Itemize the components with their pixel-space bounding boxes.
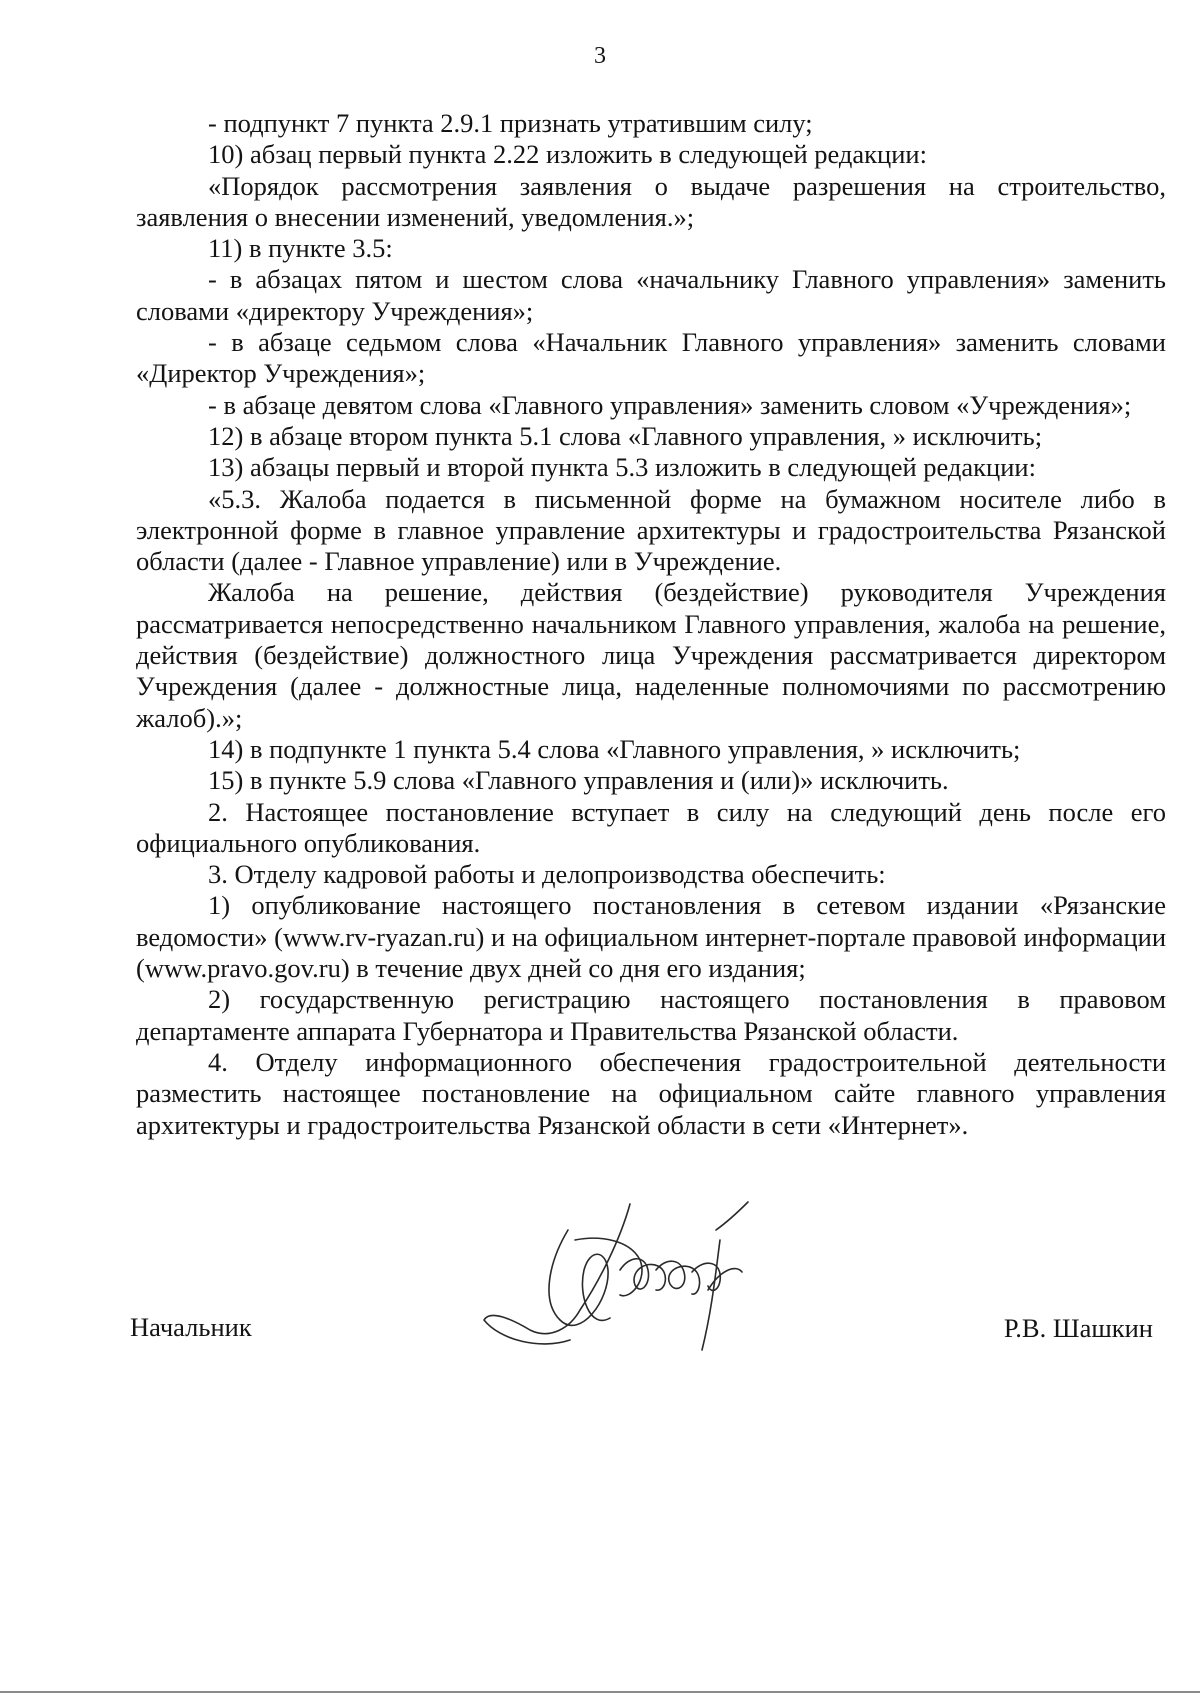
paragraph: 13) абзацы первый и второй пункта 5.3 изложить в следующей редакции: bbox=[208, 452, 1036, 483]
paragraph: 2) государственную регистрацию настоящего постановления в правовом департаменте аппарата Губернатора и Правительства Рязанской области. bbox=[136, 984, 1166, 1046]
paragraph: 12) в абзаце втором пункта 5.1 слова «Главного управления, » исключить; bbox=[208, 420, 1043, 451]
page-number: 3 bbox=[594, 43, 606, 69]
signer-position: Начальник bbox=[130, 1312, 252, 1342]
handwritten-signature bbox=[480, 1200, 820, 1360]
paragraph: 3. Отделу кадровой работы и делопроизводства обеспечить: bbox=[208, 859, 886, 890]
paragraph: 1) опубликование настоящего постановления в сетевом издании «Рязанские ведомости» (www.rv-ryazan.ru) и на официальном интернет-портале правовой информации (www.pravo.gov.ru) в течение двух дней со дня его издания; bbox=[136, 890, 1166, 984]
paragraph: 11) в пункте 3.5: bbox=[208, 233, 393, 264]
paragraph: «5.3. Жалоба подается в письменной форме на бумажном носителе либо в электронной форме в главное управление архитектуры и градостроительства Рязанской области (далее - Главное управление) или в Учреждение. bbox=[136, 483, 1166, 577]
paragraph: - в абзацах пятом и шестом слова «начальнику Главного управления» заменить словами «директору Учреждения»; bbox=[136, 264, 1166, 326]
paragraph: Жалоба на решение, действия (бездействие) руководителя Учреждения рассматривается непосредственно начальником Главного управления, жалоба на решение, действия (бездействие) должностного лица Учреждения рассматривается директором Учреждения (далее - должностные лица, наделенные полномочиями по рассмотрению жалоб).»; bbox=[136, 577, 1166, 733]
paragraph: 10) абзац первый пункта 2.22 изложить в следующей редакции: bbox=[208, 139, 927, 170]
paragraph: 15) в пункте 5.9 слова «Главного управления и (или)» исключить. bbox=[208, 765, 949, 796]
paragraph: - подпункт 7 пункта 2.9.1 признать утратившим силу; bbox=[208, 108, 813, 138]
paragraph: 2. Настоящее постановление вступает в силу на следующий день после его официального опубликования. bbox=[136, 796, 1166, 858]
paragraph: 14) в подпункте 1 пункта 5.4 слова «Главного управления, » исключить; bbox=[208, 733, 1021, 764]
paragraph: - в абзаце девятом слова «Главного управления» заменить словом «Учреждения»; bbox=[208, 389, 1132, 420]
paragraph: «Порядок рассмотрения заявления о выдаче разрешения на строительство, заявления о внесении изменений, уведомления.»; bbox=[136, 170, 1166, 232]
paragraph: 4. Отделу информационного обеспечения градостроительной деятельности разместить настоящее постановление на официальном сайте главного управления архитектуры и градостроительства Рязанской области в сети «Интернет». bbox=[136, 1046, 1166, 1140]
paragraph: - в абзаце седьмом слова «Начальник Главного управления» заменить словами «Директор Учреждения»; bbox=[136, 327, 1166, 389]
signer-name: Р.В. Шашкин bbox=[1003, 1313, 1153, 1343]
page-bottom-edge bbox=[0, 1691, 1200, 1693]
